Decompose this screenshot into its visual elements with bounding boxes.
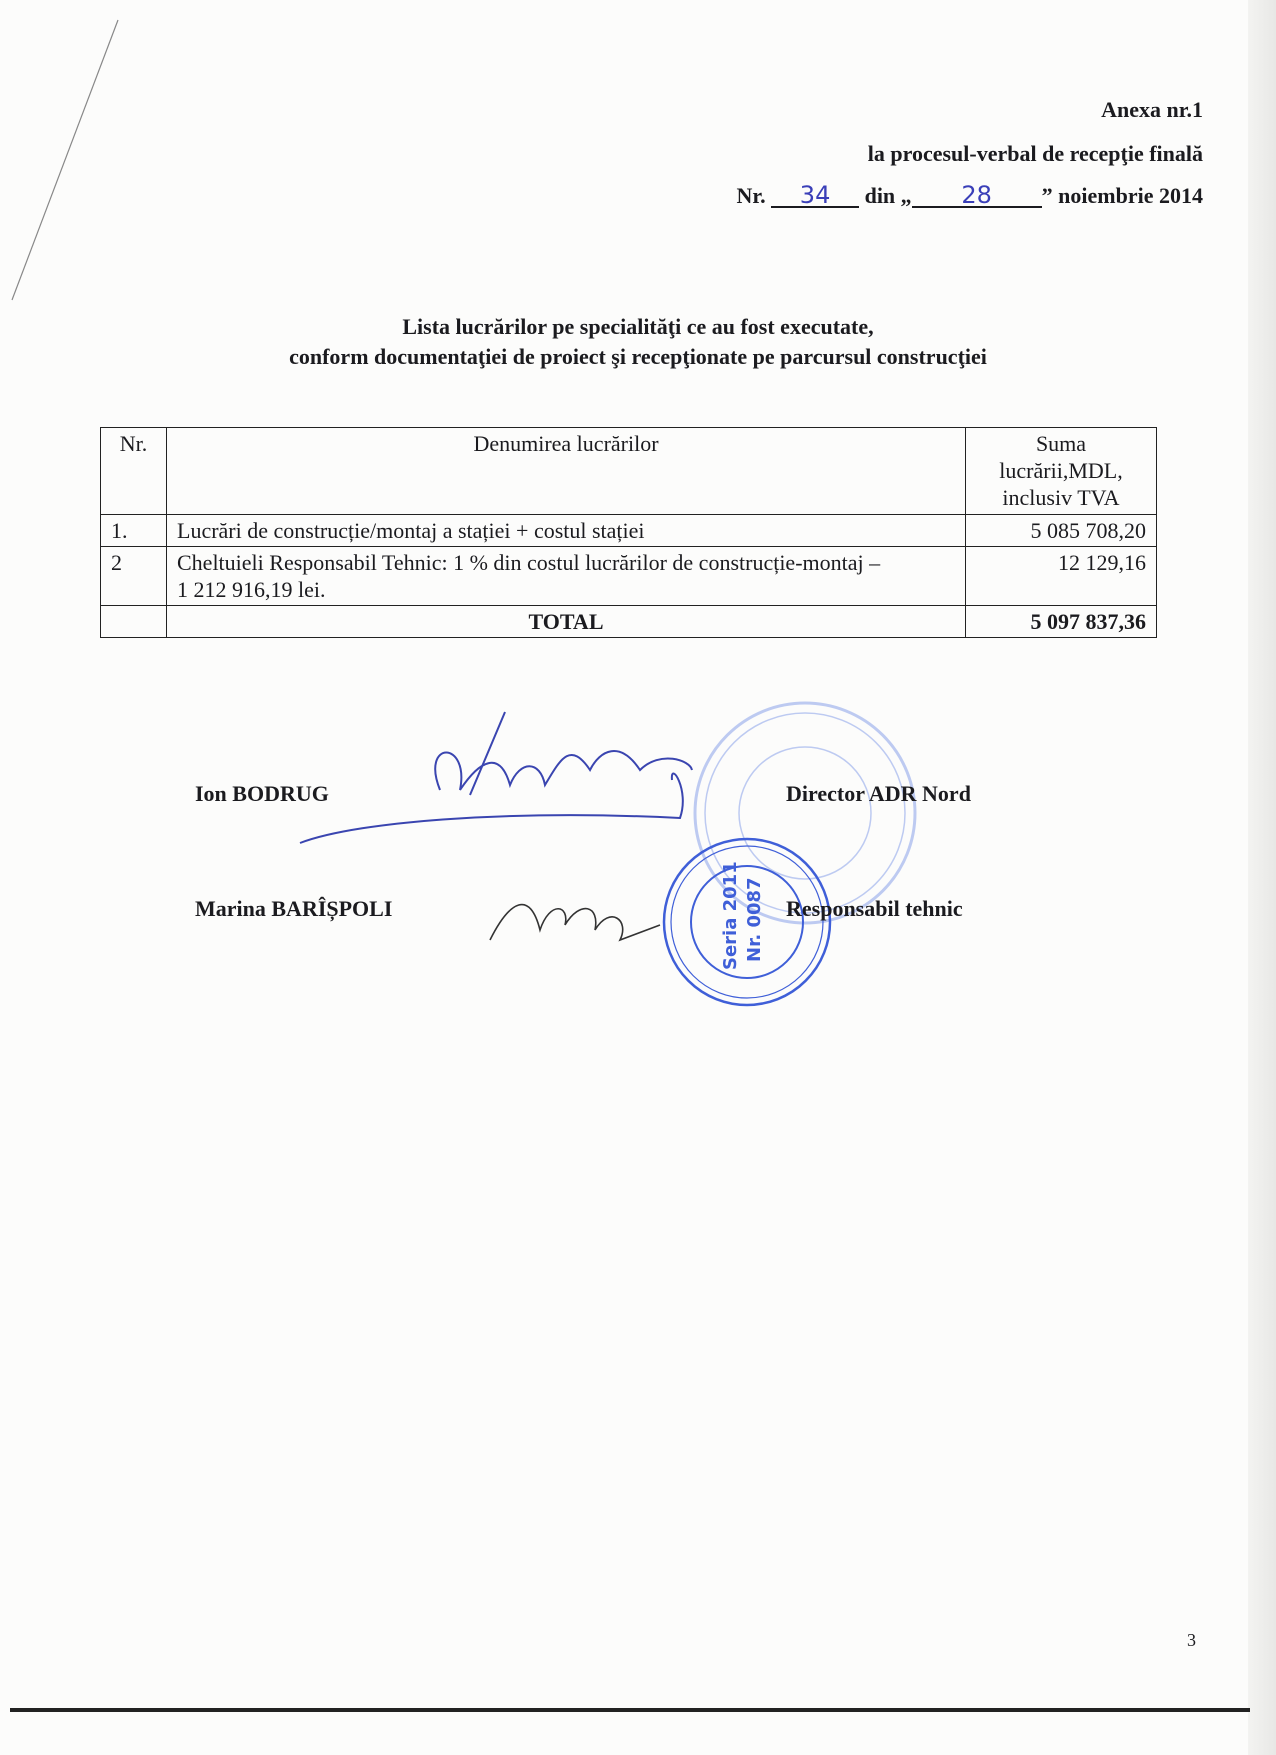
signature-barispoli <box>490 905 660 940</box>
row-nr: 1. <box>101 515 167 547</box>
signatory-name-1: Ion BODRUG <box>195 781 329 806</box>
signatory-role-1: Director ADR Nord <box>786 781 971 806</box>
signatory-name-2: Marina BARÎȘPOLI <box>195 896 393 921</box>
row-name: Cheltuieli Responsabil Tehnic: 1 % din costul lucrărilor de construcție-montaj – 1 212 916,19 lei. <box>167 547 966 606</box>
row-name: Lucrări de construcție/montaj a stației + costul stației <box>167 515 966 547</box>
annex-label: Anexa nr.1 <box>1101 97 1203 122</box>
header-nr: Nr. <box>101 428 167 515</box>
header-sum: Suma lucrării,MDL, inclusiv TVA <box>966 428 1157 515</box>
stamp-series: Seria 2011 <box>720 861 741 970</box>
stamp-center-text <box>720 861 765 970</box>
date-suffix: ” noiembrie 2014 <box>1041 183 1203 208</box>
signature-bodrug <box>300 712 692 843</box>
row-nr: 2 <box>101 547 167 606</box>
document-title-line2: conform documentaţiei de proiect şi recepţionate pe parcursul construcţiei <box>289 344 987 369</box>
document-title-line1: Lista lucrărilor pe specialităţi ce au fost executate, <box>402 314 874 339</box>
row-sum: 12 129,16 <box>966 547 1157 606</box>
signatory-role-2: Responsabil tehnic <box>786 896 963 921</box>
row-sum: 5 085 708,20 <box>966 515 1157 547</box>
nr-label: Nr. <box>736 183 766 208</box>
total-value: 5 097 837,36 <box>966 606 1157 638</box>
header-name: Denumirea lucrărilor <box>167 428 966 515</box>
nr-handwritten: 34 <box>771 184 859 208</box>
din-label: din „ <box>864 183 912 208</box>
annex-subtitle: la procesul-verbal de recepţie finală <box>867 141 1203 166</box>
total-label: TOTAL <box>167 606 966 638</box>
scan-bottom-edge <box>10 1708 1250 1712</box>
page-number: 3 <box>1187 1630 1196 1650</box>
stamp-number: Nr. 0087 <box>744 877 765 962</box>
day-handwritten: 28 <box>912 184 1042 208</box>
